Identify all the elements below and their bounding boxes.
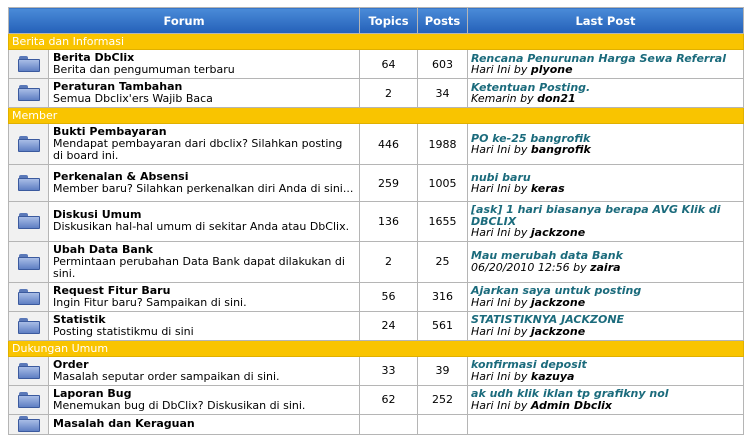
topics-count: 56 xyxy=(360,282,418,311)
category-title[interactable]: Berita dan Informasi xyxy=(9,34,744,50)
topics-count: 64 xyxy=(360,50,418,79)
last-post-meta xyxy=(471,144,740,156)
posts-count: 39 xyxy=(418,356,468,385)
last-post-info xyxy=(468,165,744,202)
last-post-user-link[interactable]: kazuya xyxy=(530,369,575,383)
last-post-title-link[interactable]: ak udh klik iklan tp grafikny nol xyxy=(471,387,669,400)
last-post-user-link[interactable]: Admin Dbclix xyxy=(530,398,612,412)
last-post-info xyxy=(468,385,744,414)
posts-count: 561 xyxy=(418,311,468,340)
forum-row xyxy=(9,356,744,385)
last-post-when: Hari Ini by xyxy=(471,182,531,195)
last-post-title-link[interactable]: konfirmasi deposit xyxy=(471,358,587,371)
forum-icon-cell xyxy=(9,414,49,434)
last-post-when: Hari Ini by xyxy=(471,398,531,412)
last-post-meta xyxy=(471,400,740,412)
last-post-title-link[interactable]: Ajarkan saya untuk posting xyxy=(471,284,642,297)
posts-count: 25 xyxy=(418,241,468,282)
forum-info xyxy=(49,124,360,165)
forum-icon-cell xyxy=(9,124,49,165)
forum-icon-cell xyxy=(9,50,49,79)
forum-name-link[interactable]: Statistik xyxy=(53,312,106,326)
forum-info xyxy=(49,311,360,340)
topics-count: 62 xyxy=(360,385,418,414)
forum-name-link[interactable]: Bukti Pembayaran xyxy=(53,125,167,138)
forum-description: Permintaan perubahan Data Bank dapat dilakukan di sini. xyxy=(53,254,345,280)
last-post-info xyxy=(468,356,744,385)
topics-count: 446 xyxy=(360,124,418,165)
last-post-info xyxy=(468,50,744,79)
last-post-user-link[interactable]: bangrofik xyxy=(530,143,591,156)
last-post-info xyxy=(468,202,744,242)
category-title[interactable]: Dukungan Umum xyxy=(9,340,744,356)
forum-name-link[interactable]: Peraturan Tambahan xyxy=(53,80,183,93)
last-post-when: Hari Ini by xyxy=(471,226,531,239)
last-post-title-link[interactable]: PO ke-25 bangrofik xyxy=(471,131,591,145)
category-row xyxy=(9,108,744,124)
topics-count xyxy=(360,414,418,434)
last-post-user-link[interactable]: don21 xyxy=(537,92,576,105)
last-post-when: Hari Ini by xyxy=(471,295,531,309)
forum-description: Diskusikan hal-hal umum di sekitar Anda atau DbClix. xyxy=(53,220,350,234)
forum-index-table xyxy=(8,7,744,435)
forum-info xyxy=(49,50,360,79)
forum-name-link[interactable]: Masalah dan Keraguan xyxy=(53,417,195,430)
forum-info xyxy=(49,165,360,202)
forum-row xyxy=(9,165,744,202)
forum-row xyxy=(9,202,744,242)
last-post-when: Kemarin by xyxy=(471,92,538,105)
folder-icon xyxy=(18,392,40,408)
last-post-user-link[interactable]: plyone xyxy=(530,63,573,76)
forum-info xyxy=(49,79,360,108)
forum-description: Ingin Fitur baru? Sampaikan di sini. xyxy=(53,295,247,309)
forum-info xyxy=(49,202,360,242)
topics-count: 33 xyxy=(360,356,418,385)
posts-count: 1988 xyxy=(418,124,468,165)
last-post-when: 06/20/2010 12:56 by xyxy=(471,260,591,274)
folder-icon xyxy=(18,85,40,101)
forum-name-link[interactable]: Berita DbClix xyxy=(53,51,135,64)
forum-icon-cell xyxy=(9,79,49,108)
last-post-when: Hari Ini by xyxy=(471,324,531,338)
forum-name-link[interactable]: Request Fitur Baru xyxy=(53,283,171,297)
forum-icon-cell xyxy=(9,241,49,282)
forum-info xyxy=(49,414,360,434)
last-post-meta xyxy=(471,371,740,383)
last-post-meta xyxy=(471,297,740,309)
forum-description: Menemukan bug di DbClix? Diskusikan di sini. xyxy=(53,398,306,412)
topics-count: 136 xyxy=(360,202,418,242)
forum-row xyxy=(9,414,744,434)
forum-info xyxy=(49,356,360,385)
forum-description: Masalah seputar order sampaikan di sini. xyxy=(53,369,280,383)
folder-icon xyxy=(18,136,40,152)
last-post-when: Hari Ini by xyxy=(471,143,531,156)
last-post-when: Hari Ini by xyxy=(471,63,531,76)
last-post-meta xyxy=(471,227,740,239)
topics-count: 2 xyxy=(360,241,418,282)
topics-count: 259 xyxy=(360,165,418,202)
last-post-when: Hari Ini by xyxy=(471,369,531,383)
last-post-user-link[interactable]: jackzone xyxy=(530,295,586,309)
posts-count: 603 xyxy=(418,50,468,79)
posts-count: 316 xyxy=(418,282,468,311)
folder-icon xyxy=(18,416,40,432)
forum-info xyxy=(49,241,360,282)
last-post-title-link[interactable]: [ask] 1 hari biasanya berapa AVG Klik di DBCLIX xyxy=(471,203,721,228)
forum-description: Posting statistikmu di sini xyxy=(53,324,194,338)
forum-row xyxy=(9,50,744,79)
last-post-user-link[interactable]: jackzone xyxy=(530,226,586,239)
last-post-title-link[interactable]: Rencana Penurunan Harga Sewa Referral xyxy=(471,51,726,65)
last-post-title-link[interactable]: STATISTIKNYA JACKZONE xyxy=(471,313,625,326)
last-post-info xyxy=(468,282,744,311)
folder-icon xyxy=(18,56,40,72)
forum-description: Berita dan pengumuman terbaru xyxy=(53,63,235,76)
last-post-meta xyxy=(471,326,740,338)
posts-count: 1655 xyxy=(418,202,468,242)
last-post-user-link[interactable]: keras xyxy=(530,182,565,195)
folder-icon xyxy=(18,363,40,379)
last-post-info xyxy=(468,311,744,340)
posts-count xyxy=(418,414,468,434)
folder-icon xyxy=(18,289,40,305)
forum-row xyxy=(9,311,744,340)
last-post-title-link[interactable]: Mau merubah data Bank xyxy=(471,249,623,262)
header-forum: Forum xyxy=(9,8,360,34)
folder-icon xyxy=(18,318,40,334)
posts-count: 34 xyxy=(418,79,468,108)
last-post-info xyxy=(468,124,744,165)
table-header-row xyxy=(9,8,744,34)
forum-description: Member baru? Silahkan perkenalkan diri Anda di sini... xyxy=(53,182,354,195)
category-row xyxy=(9,34,744,50)
last-post-info xyxy=(468,241,744,282)
last-post-title-link[interactable]: nubi baru xyxy=(471,170,531,184)
forum-row xyxy=(9,282,744,311)
last-post-info xyxy=(468,414,744,434)
folder-icon xyxy=(18,175,40,191)
forum-icon-cell xyxy=(9,311,49,340)
last-post-title-link[interactable]: Ketentuan Posting. xyxy=(471,80,591,94)
last-post-meta xyxy=(471,183,740,195)
forum-name-link[interactable]: Laporan Bug xyxy=(53,386,132,400)
category-title[interactable]: Member xyxy=(9,108,744,124)
header-last-post: Last Post xyxy=(468,8,744,34)
folder-icon xyxy=(18,254,40,270)
last-post-meta xyxy=(471,93,740,105)
topics-count: 24 xyxy=(360,311,418,340)
last-post-meta xyxy=(471,64,740,76)
forum-info xyxy=(49,385,360,414)
forum-row xyxy=(9,241,744,282)
folder-icon xyxy=(18,213,40,229)
forum-icon-cell xyxy=(9,202,49,242)
forum-info xyxy=(49,282,360,311)
forum-name-link[interactable]: Diskusi Umum xyxy=(53,208,142,222)
forum-icon-cell xyxy=(9,165,49,202)
last-post-user-link[interactable]: zaira xyxy=(590,260,621,274)
header-posts: Posts xyxy=(418,8,468,34)
forum-icon-cell xyxy=(9,356,49,385)
forum-icon-cell xyxy=(9,282,49,311)
forum-row xyxy=(9,79,744,108)
forum-name-link[interactable]: Ubah Data Bank xyxy=(53,242,153,256)
forum-row xyxy=(9,124,744,165)
forum-description: Semua Dbclix'ers Wajib Baca xyxy=(53,92,213,105)
posts-count: 252 xyxy=(418,385,468,414)
header-topics: Topics xyxy=(360,8,418,34)
topics-count: 2 xyxy=(360,79,418,108)
forum-name-link[interactable]: Perkenalan & Absensi xyxy=(53,170,189,183)
posts-count: 1005 xyxy=(418,165,468,202)
last-post-user-link[interactable]: jackzone xyxy=(530,324,586,338)
forum-description: Mendapat pembayaran dari dbclix? Silahkan posting di board ini. xyxy=(53,137,343,162)
forum-row xyxy=(9,385,744,414)
category-row xyxy=(9,340,744,356)
forum-icon-cell xyxy=(9,385,49,414)
forum-name-link[interactable]: Order xyxy=(53,357,89,371)
last-post-meta xyxy=(471,262,740,274)
last-post-info xyxy=(468,79,744,108)
